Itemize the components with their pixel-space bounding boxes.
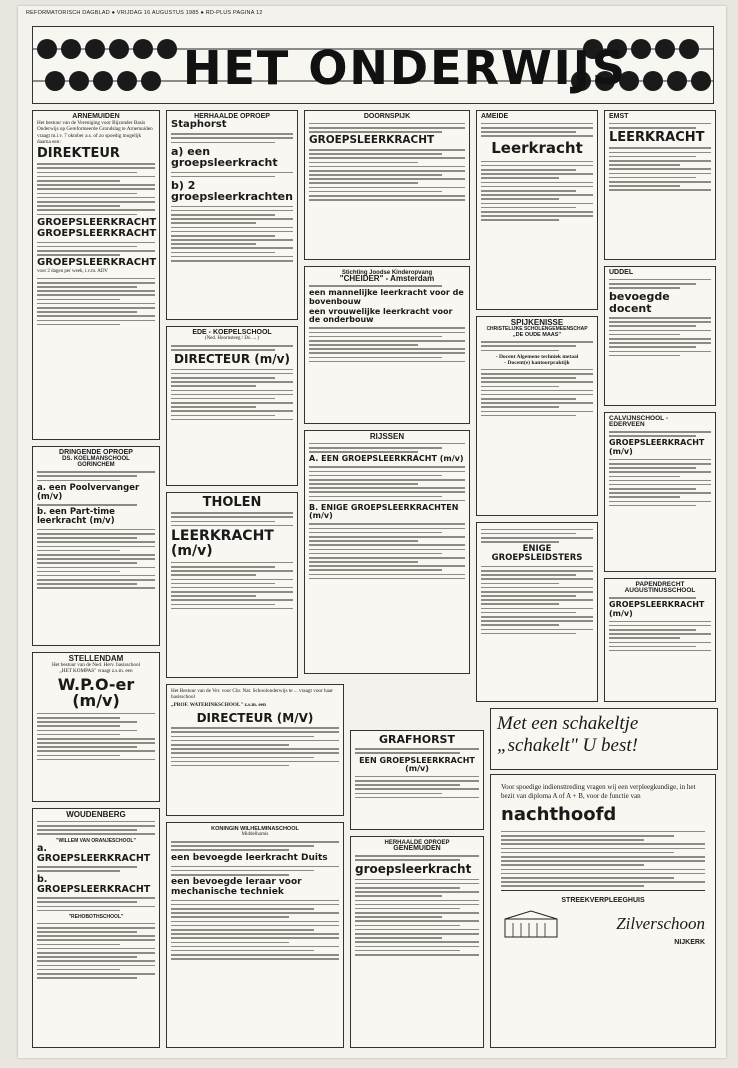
ad-place: ARNEMUIDEN	[72, 113, 120, 120]
job-title: DIREKTEUR	[37, 146, 120, 162]
body-text	[309, 123, 465, 133]
ad-place: WOUDENBERG	[66, 810, 126, 819]
ad-place: RIJSSEN	[369, 432, 405, 441]
body-text	[171, 562, 293, 610]
body-text	[37, 821, 155, 835]
body-text	[609, 431, 711, 437]
ad-doornspijk	[304, 110, 470, 260]
school-name: „PROF. WATERINKSCHOOL" z.s.m. een	[171, 702, 266, 709]
job-title: GROEPSLEERKRACHT	[37, 217, 157, 229]
institution: STREEKVERPLEEGHUIS	[561, 896, 645, 904]
job-title: B. ENIGE GROEPSLEERKRACHTEN (m/v)	[309, 503, 459, 521]
body-text	[309, 466, 465, 501]
ad-title: EDE - KOEPELSCHOOL	[192, 329, 272, 336]
body-text	[37, 713, 155, 761]
school-name: KONINGIN WILHELMINASCHOOL	[211, 826, 299, 832]
body-text	[309, 443, 465, 453]
school-name: "REHOBOTHSCHOOL"	[68, 913, 124, 920]
ad-place: GENEMUIDEN	[393, 845, 441, 853]
ad-ede	[166, 326, 298, 486]
institution-name: Zilverschoon	[616, 914, 705, 934]
body-text	[481, 341, 593, 351]
ad-place: NIJKERK	[674, 939, 705, 947]
body-text	[309, 285, 465, 287]
body-text	[309, 523, 465, 579]
job-title: LEERKRACHT (m/v)	[171, 528, 274, 560]
ad-intro: Het Bestuur van de Ver. voor Chr. Nat. Schoolonderwijs te ... vraagt voor haar basisschool	[171, 688, 333, 701]
body-text	[609, 597, 711, 599]
job-title: GROEPSLEERKRACHT (m/v)	[609, 600, 705, 618]
job-title: LEERKRACHT	[609, 130, 705, 146]
body-text	[171, 866, 339, 876]
job-title: GROEPSLEERKRACHT (m/v)	[609, 438, 705, 456]
body-text	[37, 897, 155, 911]
job-title: GROEPSLEERKRACHT	[309, 134, 435, 147]
job-title: W.P.O-er (m/v)	[57, 674, 135, 711]
body-text	[609, 621, 711, 652]
ad-koningin-wilhelmina	[166, 822, 344, 1048]
ad-subtitle: (Ned. Hoornsteeg / Ds. ... )	[204, 336, 260, 342]
ad-directeur-school	[166, 684, 344, 816]
body-text	[37, 163, 155, 215]
school-name: "CHEIDER" - Amsterdam	[339, 274, 435, 284]
ad-staphorst	[166, 110, 298, 320]
school-name: DS. KOELMANSCHOOL	[62, 456, 130, 463]
ad-place: UDDEL	[609, 269, 634, 276]
body-text	[609, 147, 711, 190]
body-text	[171, 727, 339, 766]
ad-spijkenisse	[476, 316, 598, 516]
job-title: nachthoofd	[501, 804, 617, 825]
job-title: een bevoegde leerkracht Duits	[171, 852, 328, 863]
ad-place: GORINCHEM	[77, 462, 115, 469]
job-title: groepsleerkracht	[355, 862, 472, 877]
body-text	[355, 748, 479, 754]
slogan-text: Met een schakeltje „schakelt" U best!	[497, 713, 639, 756]
body-text	[609, 317, 711, 356]
ad-text: „HET KOMPAS" vraagt z.s.m. een	[59, 668, 133, 675]
body-text	[609, 123, 711, 129]
job-title: a. een Poolvervanger (m/v)	[37, 482, 140, 502]
body-text	[171, 512, 293, 526]
body-text	[37, 504, 155, 506]
ad-cheider	[304, 266, 470, 424]
school-name: "WILLEM VAN ORANJESCHOOL"	[56, 837, 136, 844]
body-text	[171, 206, 293, 262]
building-logo	[501, 909, 561, 939]
ad-note: voor 2 dagen per week, i.v.m. ADV	[37, 268, 109, 274]
body-text	[171, 345, 293, 351]
job-title: DIRECTEUR (m/v)	[174, 352, 290, 367]
body-text	[481, 529, 593, 543]
body-text	[355, 879, 479, 956]
job-title: DIRECTEUR (M/V)	[196, 710, 314, 725]
ad-place: EMST	[609, 113, 629, 120]
job-title: een bevoegde leraar voor mechanische techniek	[171, 877, 302, 897]
body-text	[481, 123, 593, 137]
job-title: - Docent(e) kantoorpraktijk	[504, 359, 570, 366]
body-text	[501, 831, 705, 887]
body-text	[309, 327, 465, 362]
body-text	[171, 900, 339, 960]
job-title: bevoegde docent	[609, 290, 670, 315]
school-name: CALVIJNSCHOOL -	[609, 415, 668, 422]
ad-title: Stichting Joodse Kinderopvang	[341, 270, 433, 276]
ad-ameide	[476, 110, 598, 310]
job-title: Leerkracht	[491, 138, 583, 157]
ad-groepsleidsters	[476, 522, 598, 702]
ad-place: Middelharnis	[241, 832, 269, 838]
job-title: b) 2 groepsleerkrachten	[171, 178, 293, 204]
ad-nachthoofd	[490, 774, 716, 1048]
body-text	[481, 161, 593, 221]
ad-koelmanschool	[32, 446, 160, 646]
school-name: „DE OUDE MAAS"	[512, 332, 562, 339]
job-title: a. GROEPSLEERKRACHT	[37, 842, 151, 864]
job-title: een vrouwelijke leerkracht voor de onderbouw	[309, 306, 453, 325]
body-text	[37, 529, 155, 589]
school-name: CHRISTELIJKE SCHOLENGEMEENSCHAP	[486, 326, 588, 333]
ad-place: EDERVEEN	[609, 421, 645, 429]
ad-genemuiden	[350, 836, 484, 1048]
body-text	[355, 776, 479, 799]
body-text	[355, 855, 479, 861]
job-title: GROEPSLEERKRACHT	[37, 227, 157, 239]
body-text	[481, 369, 593, 417]
job-title: b. een Part-time leerkracht (m/v)	[37, 507, 115, 527]
body-text	[171, 133, 293, 143]
ad-intro: Het bestuur van de Vereniging voor Bijzonder Basis Onderwijs op Gereformeerde Grondslag te Arnemuiden vraagt m.i.v. 7 oktober a.s. of zo spoedig mogelijk daarna een:	[37, 120, 153, 145]
ad-place: GRAFHORST	[379, 733, 455, 746]
job-title: b. GROEPSLEERKRACHT	[37, 873, 151, 895]
divider	[501, 890, 705, 891]
newspaper-page	[18, 6, 726, 1058]
body-text	[481, 566, 593, 635]
school-name: AUGUSTINUSSCHOOL	[624, 587, 696, 595]
body-text	[171, 369, 293, 421]
job-title: GROEPSLEERKRACHT	[37, 257, 157, 269]
ad-intro: Voor spoedige indiensttreding vragen wij een verpleegkundige, in het bezit van diploma A of A + B, voor de functie van	[501, 783, 696, 800]
body-text	[37, 923, 155, 979]
section-banner	[32, 26, 714, 104]
body-text	[609, 279, 711, 289]
ad-woudenberg	[32, 808, 160, 1048]
body-text	[309, 149, 465, 201]
body-text	[37, 278, 155, 326]
job-title: ENIGE GROEPSLEIDSTERS	[491, 544, 583, 564]
ad-place: STELLENDAM	[68, 654, 124, 663]
ad-emst	[604, 110, 716, 260]
ad-calvijnschool	[604, 412, 716, 572]
ad-place: SPIJKENISSE	[510, 318, 564, 327]
ad-place: Staphorst	[171, 119, 227, 131]
body-text	[37, 866, 155, 872]
ad-title: HERHAALDE OPROEP	[194, 113, 270, 120]
ad-place: PAPENDRECHT	[635, 581, 685, 588]
body-text	[609, 459, 711, 507]
ad-place: THOLEN	[202, 495, 262, 510]
job-title: a) een groepsleerkracht	[171, 144, 278, 170]
job-title: EEN GROEPSLEERKRACHT (m/v)	[359, 755, 475, 773]
ad-grafhorst	[350, 730, 484, 830]
banner-title: HET ONDERWIJS	[183, 41, 628, 95]
ad-text: Het bestuur van de Ned. Herv. basisschool	[51, 662, 141, 669]
ad-rijssen	[304, 430, 470, 674]
ad-arnemuiden	[32, 110, 160, 440]
ad-place: AMEIDE	[481, 113, 509, 120]
slogan-box	[490, 708, 718, 770]
ad-papendrecht	[604, 578, 716, 702]
ad-title: HERHAALDE OPROEP	[384, 840, 450, 846]
body-text	[171, 172, 293, 178]
ad-tholen	[166, 492, 298, 678]
job-title: A. EEN GROEPSLEERKRACHT (m/v)	[309, 454, 464, 464]
body-text	[37, 471, 155, 481]
ad-stellendam	[32, 652, 160, 802]
ad-uddel	[604, 266, 716, 406]
ad-place: DOORNSPIJK	[363, 113, 411, 120]
job-title: - Docent Algemene techniek metaal	[495, 353, 579, 360]
body-text	[171, 841, 339, 851]
running-head: REFORMATORISCH DAGBLAD ● VRIJDAG 16 AUGUSTUS 1985 ● RD-PLUS PAGINA 12	[26, 10, 263, 16]
job-title: een mannelijke leerkracht voor de bovenbouw	[309, 288, 464, 306]
body-text	[37, 242, 155, 256]
ad-title: DRINGENDE OPROEP	[59, 449, 133, 456]
